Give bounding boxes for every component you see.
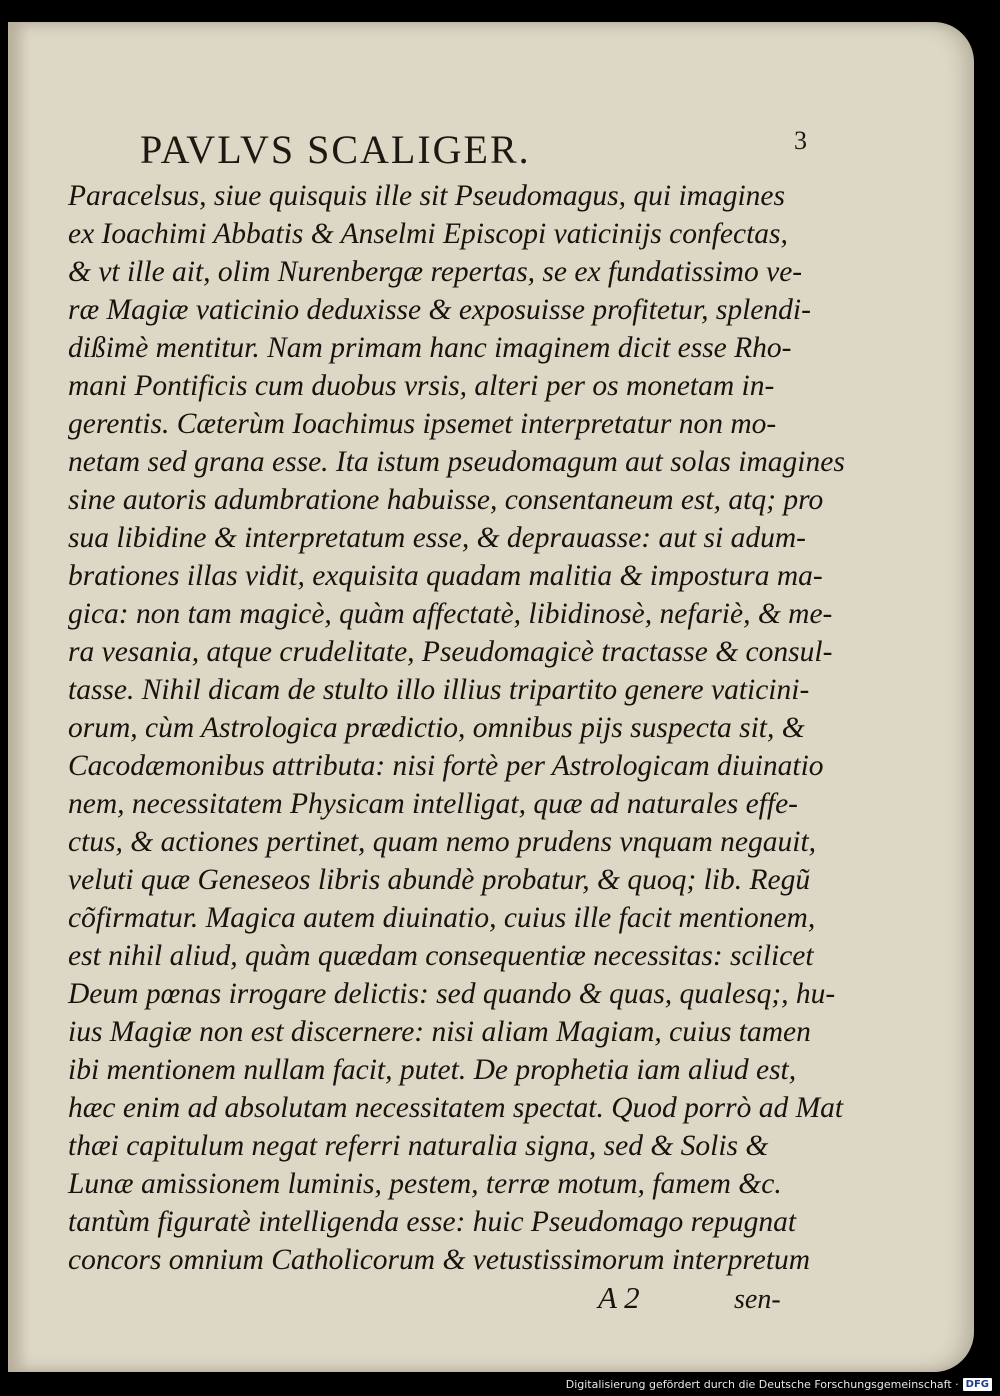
text-line: Deum pœnas irrogare delictis: sed quando & quas, qualesq;, hu- (68, 978, 836, 1010)
text-line: ræ Magiæ vaticinio deduxisse & exposuisse profitetur, splendi- (68, 294, 811, 326)
text-line: cõfirmatur. Magica autem diuinatio, cuius ille facit mentionem, (68, 902, 816, 934)
text-line: gerentis. Cæterùm Ioachimus ipsemet interpretatur non mo- (68, 408, 777, 440)
text-line: ex Ioachimi Abbatis & Anselmi Episcopi vaticinijs confectas, (68, 218, 788, 250)
text-line: hæc enim ad absolutam necessitatem spectat. Quod porrò ad Mat (68, 1092, 844, 1124)
running-head: PAVLVS SCALIGER. (140, 127, 531, 172)
digitization-footer (566, 1374, 992, 1394)
text-line: orum, cùm Astrologica prædictio, omnibus pijs suspecta sit, & (68, 712, 805, 744)
signature-mark: A 2 (598, 1280, 640, 1315)
catchword: sen- (734, 1284, 781, 1315)
text-line: ibi mentionem nullam facit, putet. De prophetia iam aliud est, (68, 1054, 797, 1086)
text-line: netam sed grana esse. Ita istum pseudomagum aut solas imagines (68, 446, 845, 478)
text-line: ius Magiæ non est discernere: nisi aliam Magiam, cuius tamen (68, 1016, 811, 1048)
text-line: Paracelsus, siue quisquis ille sit Pseudomagus, qui imagines (68, 180, 785, 212)
body-text (68, 177, 845, 1279)
text-line: & vt ille ait, olim Nurenbergæ repertas, se ex fundatissimo ve- (68, 256, 803, 288)
text-line: mani Pontificis cum duobus vrsis, alteri per os monetam in- (68, 370, 775, 402)
text-line: tasse. Nihil dicam de stulto illo illius tripartito genere vaticini- (68, 674, 810, 706)
page-number: 3 (794, 126, 807, 155)
text-line: brationes illas vidit, exquisita quadam malitia & impostura ma- (68, 560, 823, 592)
text-line: veluti quæ Geneseos libris abundè probatur, & quoq; lib. Regũ (68, 864, 811, 896)
text-line: dißimè mentitur. Nam primam hanc imaginem dicit esse Rho- (68, 332, 792, 364)
text-line: gica: non tam magicè, quàm affectatè, libidinosè, nefariè, & me- (68, 598, 833, 630)
text-line: Cacodæmonibus attributa: nisi fortè per Astrologicam diuinatio (68, 750, 824, 782)
text-line: nem, necessitatem Physicam intelligat, quæ ad naturales effe- (68, 788, 798, 820)
text-line: ctus, & actiones pertinet, quam nemo prudens vnquam negauit, (68, 826, 817, 858)
text-line: ra vesania, atque crudelitate, Pseudomagicè tractasse & consul- (68, 636, 833, 668)
text-line: thæi capitulum negat referri naturalia signa, sed & Solis & (68, 1130, 769, 1162)
text-line: Lunæ amissionem luminis, pestem, terræ motum, famem &c. (68, 1168, 782, 1200)
text-line: concors omnium Catholicorum & vetustissimorum interpretum (68, 1244, 811, 1276)
text-line: sine autoris adumbratione habuisse, consentaneum est, atq; pro (68, 484, 824, 516)
text-line: est nihil aliud, quàm quædam consequentiæ necessitas: scilicet (68, 940, 814, 972)
text-line: tantùm figuratè intelligenda esse: huic Pseudomago repugnat (68, 1206, 797, 1238)
text-line: sua libidine & interpretatum esse, & deprauasse: aut si adum- (68, 522, 806, 554)
dfg-logo: DFG (963, 1378, 992, 1391)
footer-credit: Digitalisierung gefördert durch die Deutsche Forschungsgemeinschaft · (565, 1377, 959, 1391)
book-page (8, 22, 974, 1372)
